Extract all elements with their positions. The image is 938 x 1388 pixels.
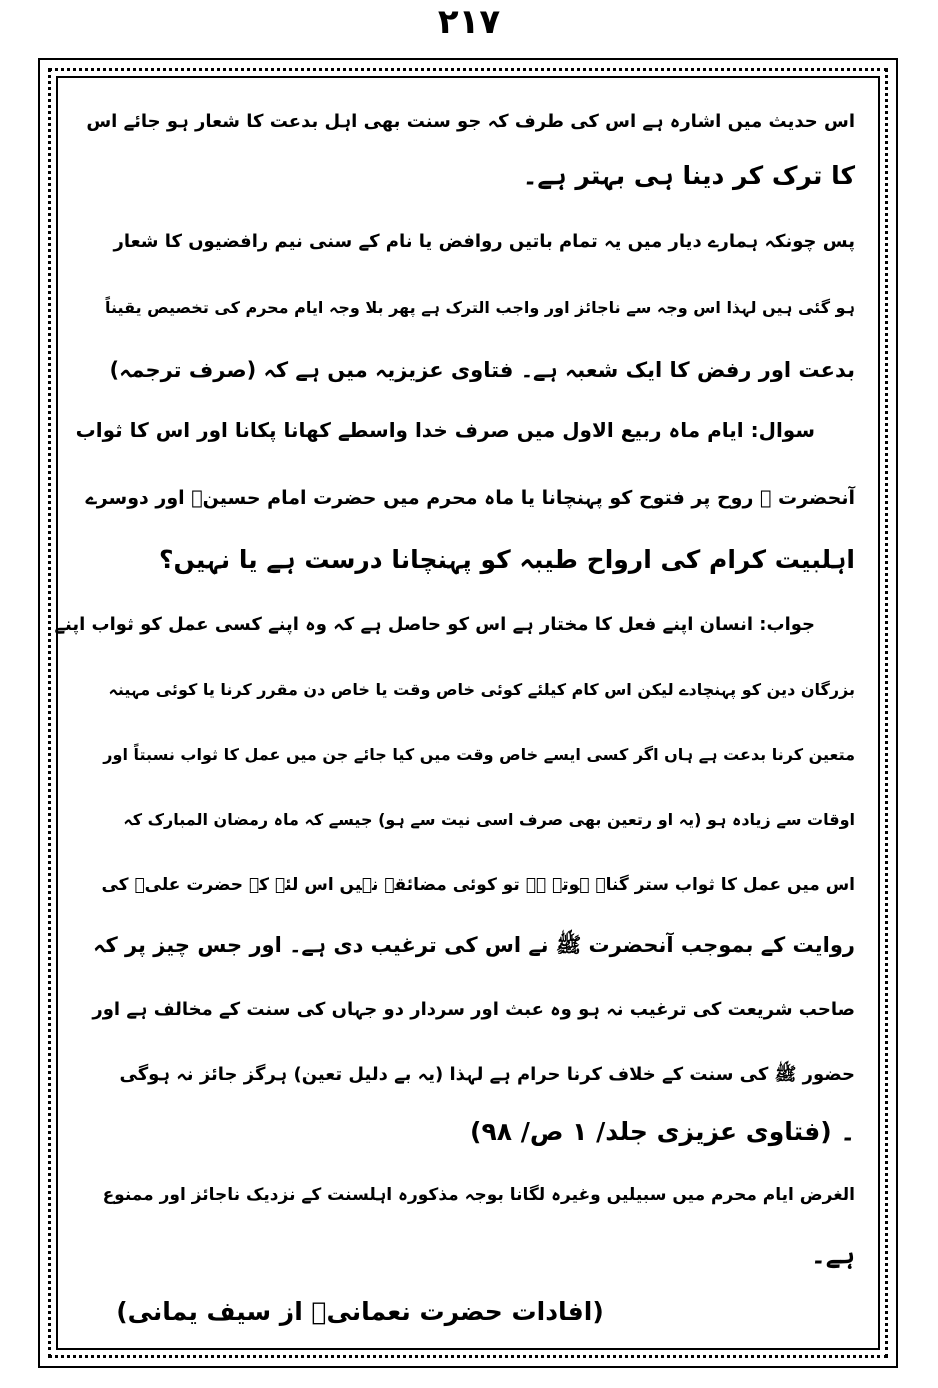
text-line: اس میں عمل کا ثواب ستر گناہ ہوتے ہے تو کوئی مضائقہ نہیں اس لئے کہ حضرت علیؓ کی bbox=[101, 875, 855, 895]
text-line: صاحب شریعت کی ترغیب نہ ہو وہ عبث اور سردار دو جہاں کی سنت کے مخالف ہے اور bbox=[92, 999, 855, 1020]
text-line: جواب: انسان اپنے فعل کا مختار ہے اس کو حاصل ہے کہ وہ اپنے کسی عمل کو ثواب اپنے bbox=[54, 614, 815, 635]
text-line: اس حدیث میں اشارہ ہے اس کی طرف کہ جو سنت بھی اہل بدعت کا شعار ہو جائے اس bbox=[86, 111, 855, 132]
border-inner-rule bbox=[56, 76, 880, 1350]
text-line: آنحضرت ﷺ روح پر فتوح کو پہنچانا یا ماہ محرم میں حضرت امام حسینؓ اور دوسرے bbox=[85, 487, 855, 509]
text-line: اوقات سے زیادہ ہو (یہ او رتعین بھی صرف اسی نیت سے ہو) جیسے کہ ماہ رمضان المبارک کہ bbox=[123, 810, 855, 829]
text-line: پس چونکہ ہمارے دیار میں یہ تمام باتیں روافض یا نام کے سنی نیم رافضیوں کا شعار bbox=[113, 231, 855, 252]
text-line: کا ترک کر دینا ہی بہتر ہے۔ bbox=[522, 161, 855, 190]
text-line: الغرض ایام محرم میں سبیلیں وغیرہ لگانا بوجہ مذکورہ اہلسنت کے نزدیک ناجائز اور ممنوع bbox=[102, 1185, 855, 1205]
text-line: روایت کے بموجب آنحضرت ﷺ نے اس کی ترغیب دی ہے۔ اور جس چیز پر کہ bbox=[93, 933, 855, 957]
text-line: سوال: ایام ماہ ربیع الاول میں صرف خدا واسطے کھانا پکانا اور اس کا ثواب bbox=[75, 418, 815, 442]
text-line: متعین کرنا بدعت ہے ہاں اگر کسی ایسے خاص وقت میں کیا جائے جن میں عمل کا ثواب نسبتاً اور bbox=[103, 745, 855, 764]
text-line: ۔ (فتاوی عزیزی جلد/ ۱ ص/ ۹۸) bbox=[470, 1117, 855, 1146]
signature: (افادات حضرت نعمانیؒ از سیف یمانی) bbox=[116, 1297, 604, 1326]
text-line: بزرگان دین کو پہنچادے لیکن اس کام کیلئے کوئی خاص وقت یا خاص دن مقرر کرنا یا کوئی مہینہ bbox=[108, 680, 855, 699]
page-number: ۲۱۷ bbox=[437, 2, 501, 42]
text-line: ہے۔ bbox=[811, 1240, 855, 1269]
text-line: اہلبیت کرام کی ارواح طیبہ کو پہنچانا درست ہے یا نہیں؟ bbox=[158, 545, 855, 574]
text-line: ہو گئی ہیں لہذا اس وجہ سے ناجائز اور واجب الترک ہے پھر بلا وجہ ایام محرم کی تخصیص یقیناً bbox=[105, 298, 855, 317]
text-line: بدعت اور رفض کا ایک شعبہ ہے۔ فتاوی عزیزیہ میں ہے کہ (صرف ترجمہ) bbox=[109, 358, 855, 382]
text-line: حضور ﷺ کی سنت کے خلاف کرنا حرام ہے لہذا (یہ بے دلیل تعین) ہرگز جائز نہ ہوگی bbox=[119, 1064, 855, 1085]
